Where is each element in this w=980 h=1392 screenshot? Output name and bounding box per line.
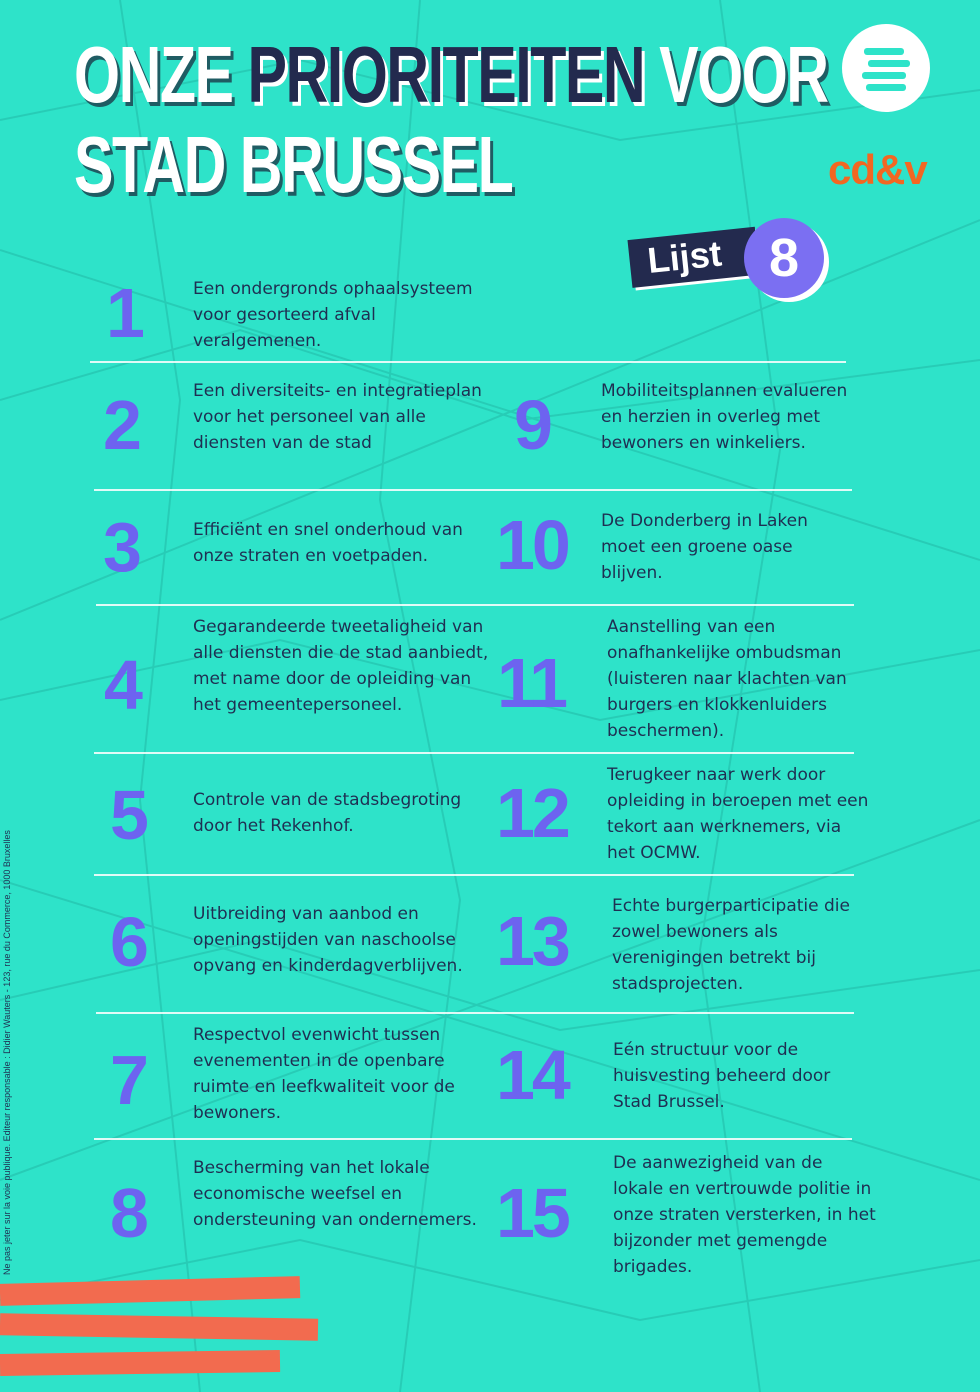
- priority-text: Bescherming van het lokale economische weefsel en ondersteuning van ondernemers.: [193, 1158, 477, 1230]
- priority-text: Mobiliteitsplannen evalueren en herzien in overleg met bewoners en winkeliers.: [601, 381, 848, 453]
- priority-text: Een ondergronds ophaalsysteem voor gesorteerd afval veralgemenen.: [193, 279, 473, 351]
- priority-number: 7: [110, 1041, 146, 1119]
- divider: [94, 874, 854, 876]
- cdv-logo-icon: [842, 24, 930, 112]
- priority-number: 15: [496, 1174, 568, 1252]
- priority-text: Aanstelling van een onafhankelijke ombudsman (luisteren naar klachten van burgers en klokkenluiders beschermen).: [607, 617, 847, 741]
- priority-number: 14: [496, 1036, 568, 1114]
- priority-number: 4: [104, 646, 140, 724]
- priority-number: 11: [497, 644, 565, 722]
- priority-number: 1: [106, 274, 142, 352]
- priority-number: 8: [110, 1174, 146, 1252]
- priority-text: De Donderberg in Laken moet een groene oase blijven.: [601, 511, 808, 583]
- priority-number: 10: [496, 506, 568, 584]
- legal-note: Ne pas jeter sur la voie publique. Editeur responsable : Didier Wauters - 123, rue du Commerce, 1000 Bruxelles: [2, 830, 12, 1275]
- priority-text: De aanwezigheid van de lokale en vertrouwde politie in onze straten versterken, in het bijzonder met gemengde brigades.: [613, 1153, 876, 1277]
- priority-text: Gegarandeerde tweetaligheid van alle diensten die de stad aanbiedt, met name door de opleiding van het gemeentepersoneel.: [193, 617, 489, 715]
- page-title: [74, 30, 828, 210]
- title-word-onze: ONZE: [74, 30, 248, 119]
- priority-text: Een diversiteits- en integratieplan voor het personeel van alle diensten van de stad: [193, 381, 482, 453]
- title-line-stad-brussel: STAD BRUSSEL: [74, 120, 513, 209]
- priority-text: Terugkeer naar werk door opleiding in beroepen met een tekort aan werknemers, via het OCMW.: [607, 765, 869, 863]
- priority-text: Efficiënt en snel onderhoud van onze straten en voetpaden.: [193, 520, 463, 566]
- priority-text: Uitbreiding van aanbod en openingstijden van naschoolse opvang en kinderdagverblijven.: [193, 904, 463, 976]
- priority-number: 5: [110, 776, 146, 854]
- priority-text: Respectvol evenwicht tussen evenementen in de openbare ruimte en leefkwaliteit voor de bewoners.: [193, 1025, 455, 1123]
- priority-text: Echte burgerparticipatie die zowel bewoners als verenigingen betrekt bij stadsprojecten.: [612, 896, 850, 994]
- divider: [94, 489, 852, 491]
- divider: [96, 604, 854, 606]
- priority-number: 13: [496, 902, 568, 980]
- priority-text: Eén structuur voor de huisvesting beheerd door Stad Brussel.: [613, 1040, 831, 1112]
- list-badge-number: 8: [744, 218, 824, 298]
- decorative-stripe: [0, 1350, 280, 1376]
- priority-number: 3: [103, 508, 139, 586]
- priority-text: Controle van de stadsbegroting door het Rekenhof.: [193, 790, 462, 836]
- priority-number: 12: [496, 774, 568, 852]
- title-word-prioriteiten: PRIORITEITEN: [247, 30, 645, 119]
- brand-name: cd&v: [828, 146, 927, 193]
- divider: [96, 1012, 854, 1014]
- divider: [94, 752, 854, 754]
- priority-number: 9: [514, 386, 550, 464]
- divider: [90, 361, 846, 363]
- list-badge-label: Lijst: [645, 232, 724, 282]
- divider: [94, 1138, 852, 1140]
- priority-number: 2: [103, 386, 139, 464]
- title-word-voor: VOOR: [644, 30, 828, 119]
- priority-number: 6: [110, 903, 146, 981]
